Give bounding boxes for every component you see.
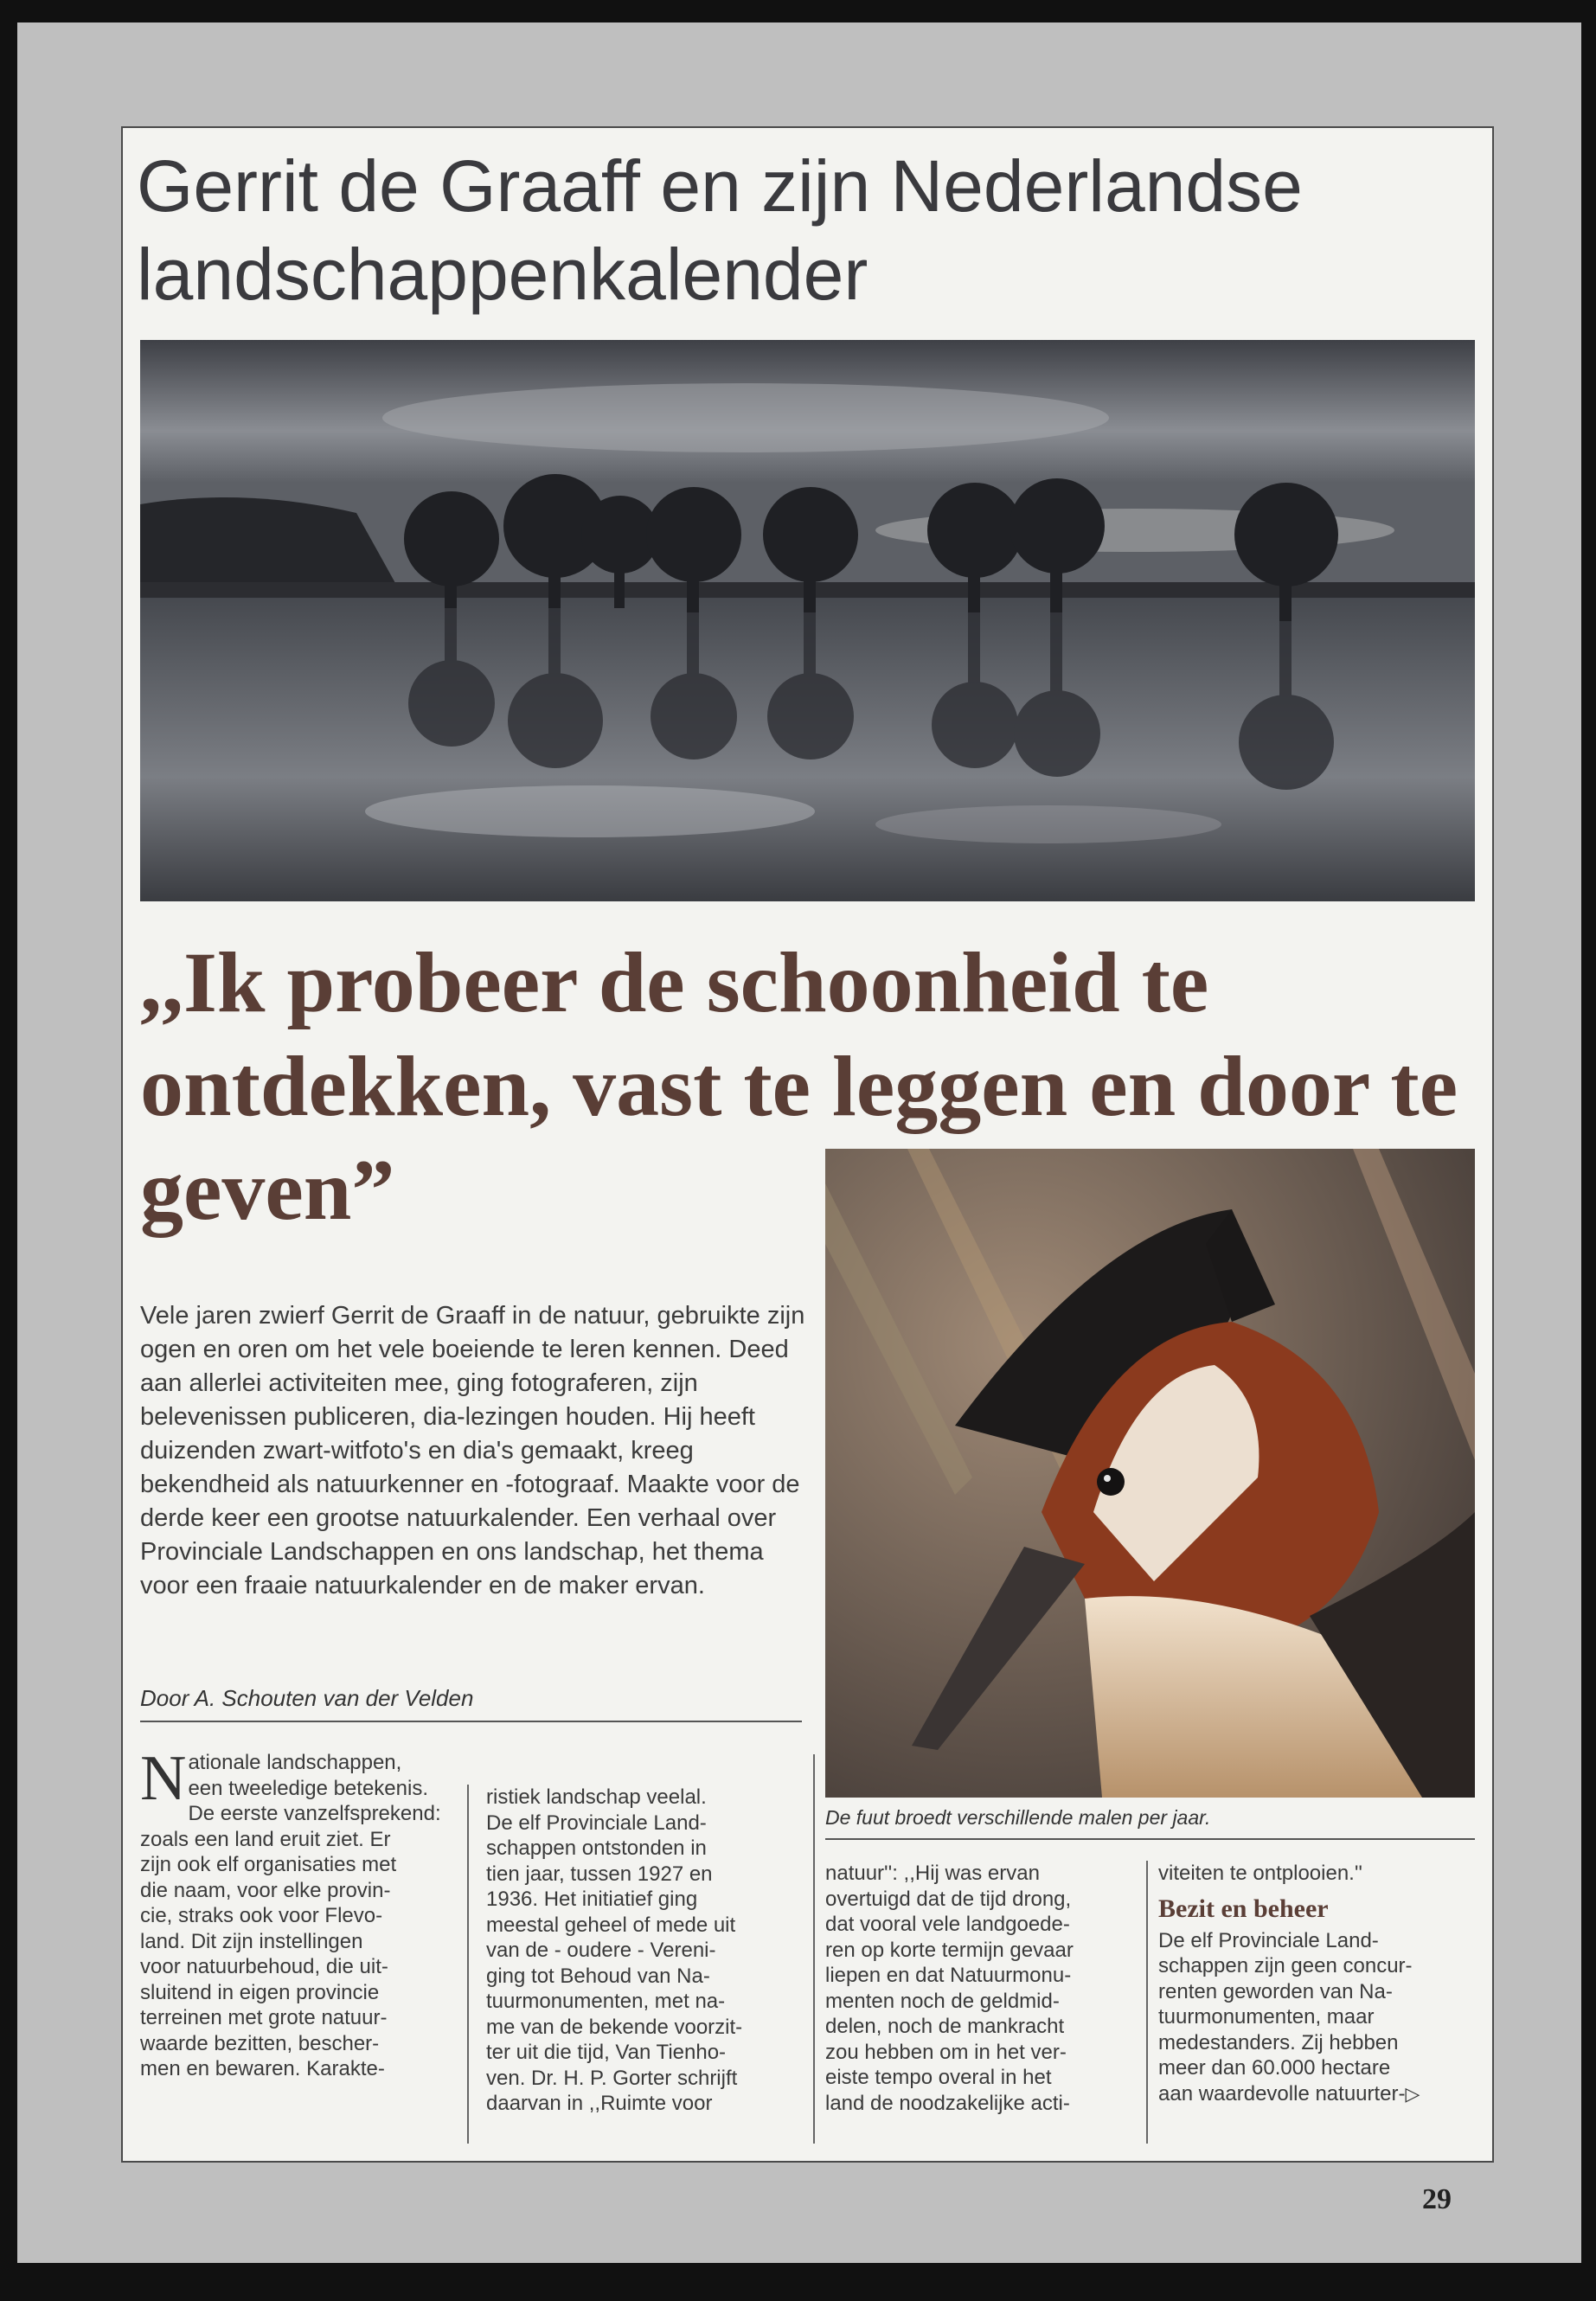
headline-quote: ,,Ik probeer de schoonheid te ontdekken, vast te leggen en door te geven” [140, 934, 1458, 1238]
body-column-4-top: viteiten te ontplooien.'' [1158, 1862, 1362, 1885]
magazine-page [121, 126, 1494, 2163]
great-crested-grebe-photo [825, 1149, 1475, 1798]
drop-cap: N [140, 1750, 187, 1814]
body-column-3: natuur'': ,,Hij was ervan overtuigd dat de tijd drong, dat vooral vele landgoede- ren op korte termijn gevaar liepen en dat Natuurmonu- menten noch de geldmid- delen, noch de mankracht zou hebben om in het ver- eiste tempo overal in het land de noodzakelijke acti- [825, 1862, 1074, 2115]
body-column-4-text: De elf Provinciale Land- schappen zijn geen concur- renten geworden van Na- tuurmonumenten, maar medestanders. Zij hebben meer dan 60.000 hectare aan waardevolle natuurter- [1158, 1928, 1413, 2106]
body-column-4 [1158, 1861, 1465, 2106]
photo-caption: De fuut broedt verschillende malen per jaar. [825, 1806, 1475, 1840]
column-divider-2 [813, 1754, 815, 2144]
column-divider-1 [467, 1785, 469, 2144]
body-column-1-text: ationale landschappen, een tweeledige betekenis. De eerste vanzelfsprekend: zoals een land eruit ziet. Er zijn ook elf organisaties met die naam, voor elke provin- cie, straks ook voor Flevo- land. Dit zijn instellingen voor natuurbehoud, die uit- sluitend in eigen provincie terreinen met grote natuur- waarde bezitten, bescher- men en bewaren. Karakte- [140, 1751, 441, 2080]
flooded-willows-photo [140, 340, 1475, 901]
intro-paragraph: Vele jaren zwierf Gerrit de Graaff in de natuur, gebruikte zijn ogen en oren om het vele boeiende te leren kennen. Deed aan allerlei activiteiten mee, ging fotograferen, zijn belevenissen publiceren, dia-lezingen houden. Hij heeft duizenden zwart-witfoto's en dia's gemaakt, kreeg bekendheid als natuurkenner en -fotograaf. Maakte voor de derde keer een grootse natuurkalender. Een verhaal over Provinciale Landschappen en ons landschap, het thema voor een fraaie natuurkalender en de maker ervan. [140, 1302, 805, 1599]
byline: Door A. Schouten van der Velden [140, 1685, 802, 1722]
body-column-1 [140, 1750, 460, 2082]
scan-background [17, 22, 1581, 2263]
section-subhead: Bezit en beheer [1158, 1894, 1329, 1923]
continue-arrow-icon: ▷ [1405, 2082, 1420, 2105]
article-title: Gerrit de Graaff en zijn Nederlandse landschappenkalender [137, 145, 1303, 315]
body-column-2: ristiek landschap veelal. De elf Provinciale Land- schappen ontstonden in tien jaar, tussen 1927 en 1936. Het initiatief ging meestal geheel of mede uit van de - oudere - Vereni- ging tot Behoud van Na- tuurmonumenten, met na- me van de bekende voorzit- ter uit die tijd, Van Tienho- ven. Dr. H. P. Gorter schrijft daarvan in ,,Ruimte voor [486, 1785, 743, 2115]
page-number: 29 [1422, 2183, 1452, 2215]
column-divider-3 [1146, 1861, 1148, 2144]
